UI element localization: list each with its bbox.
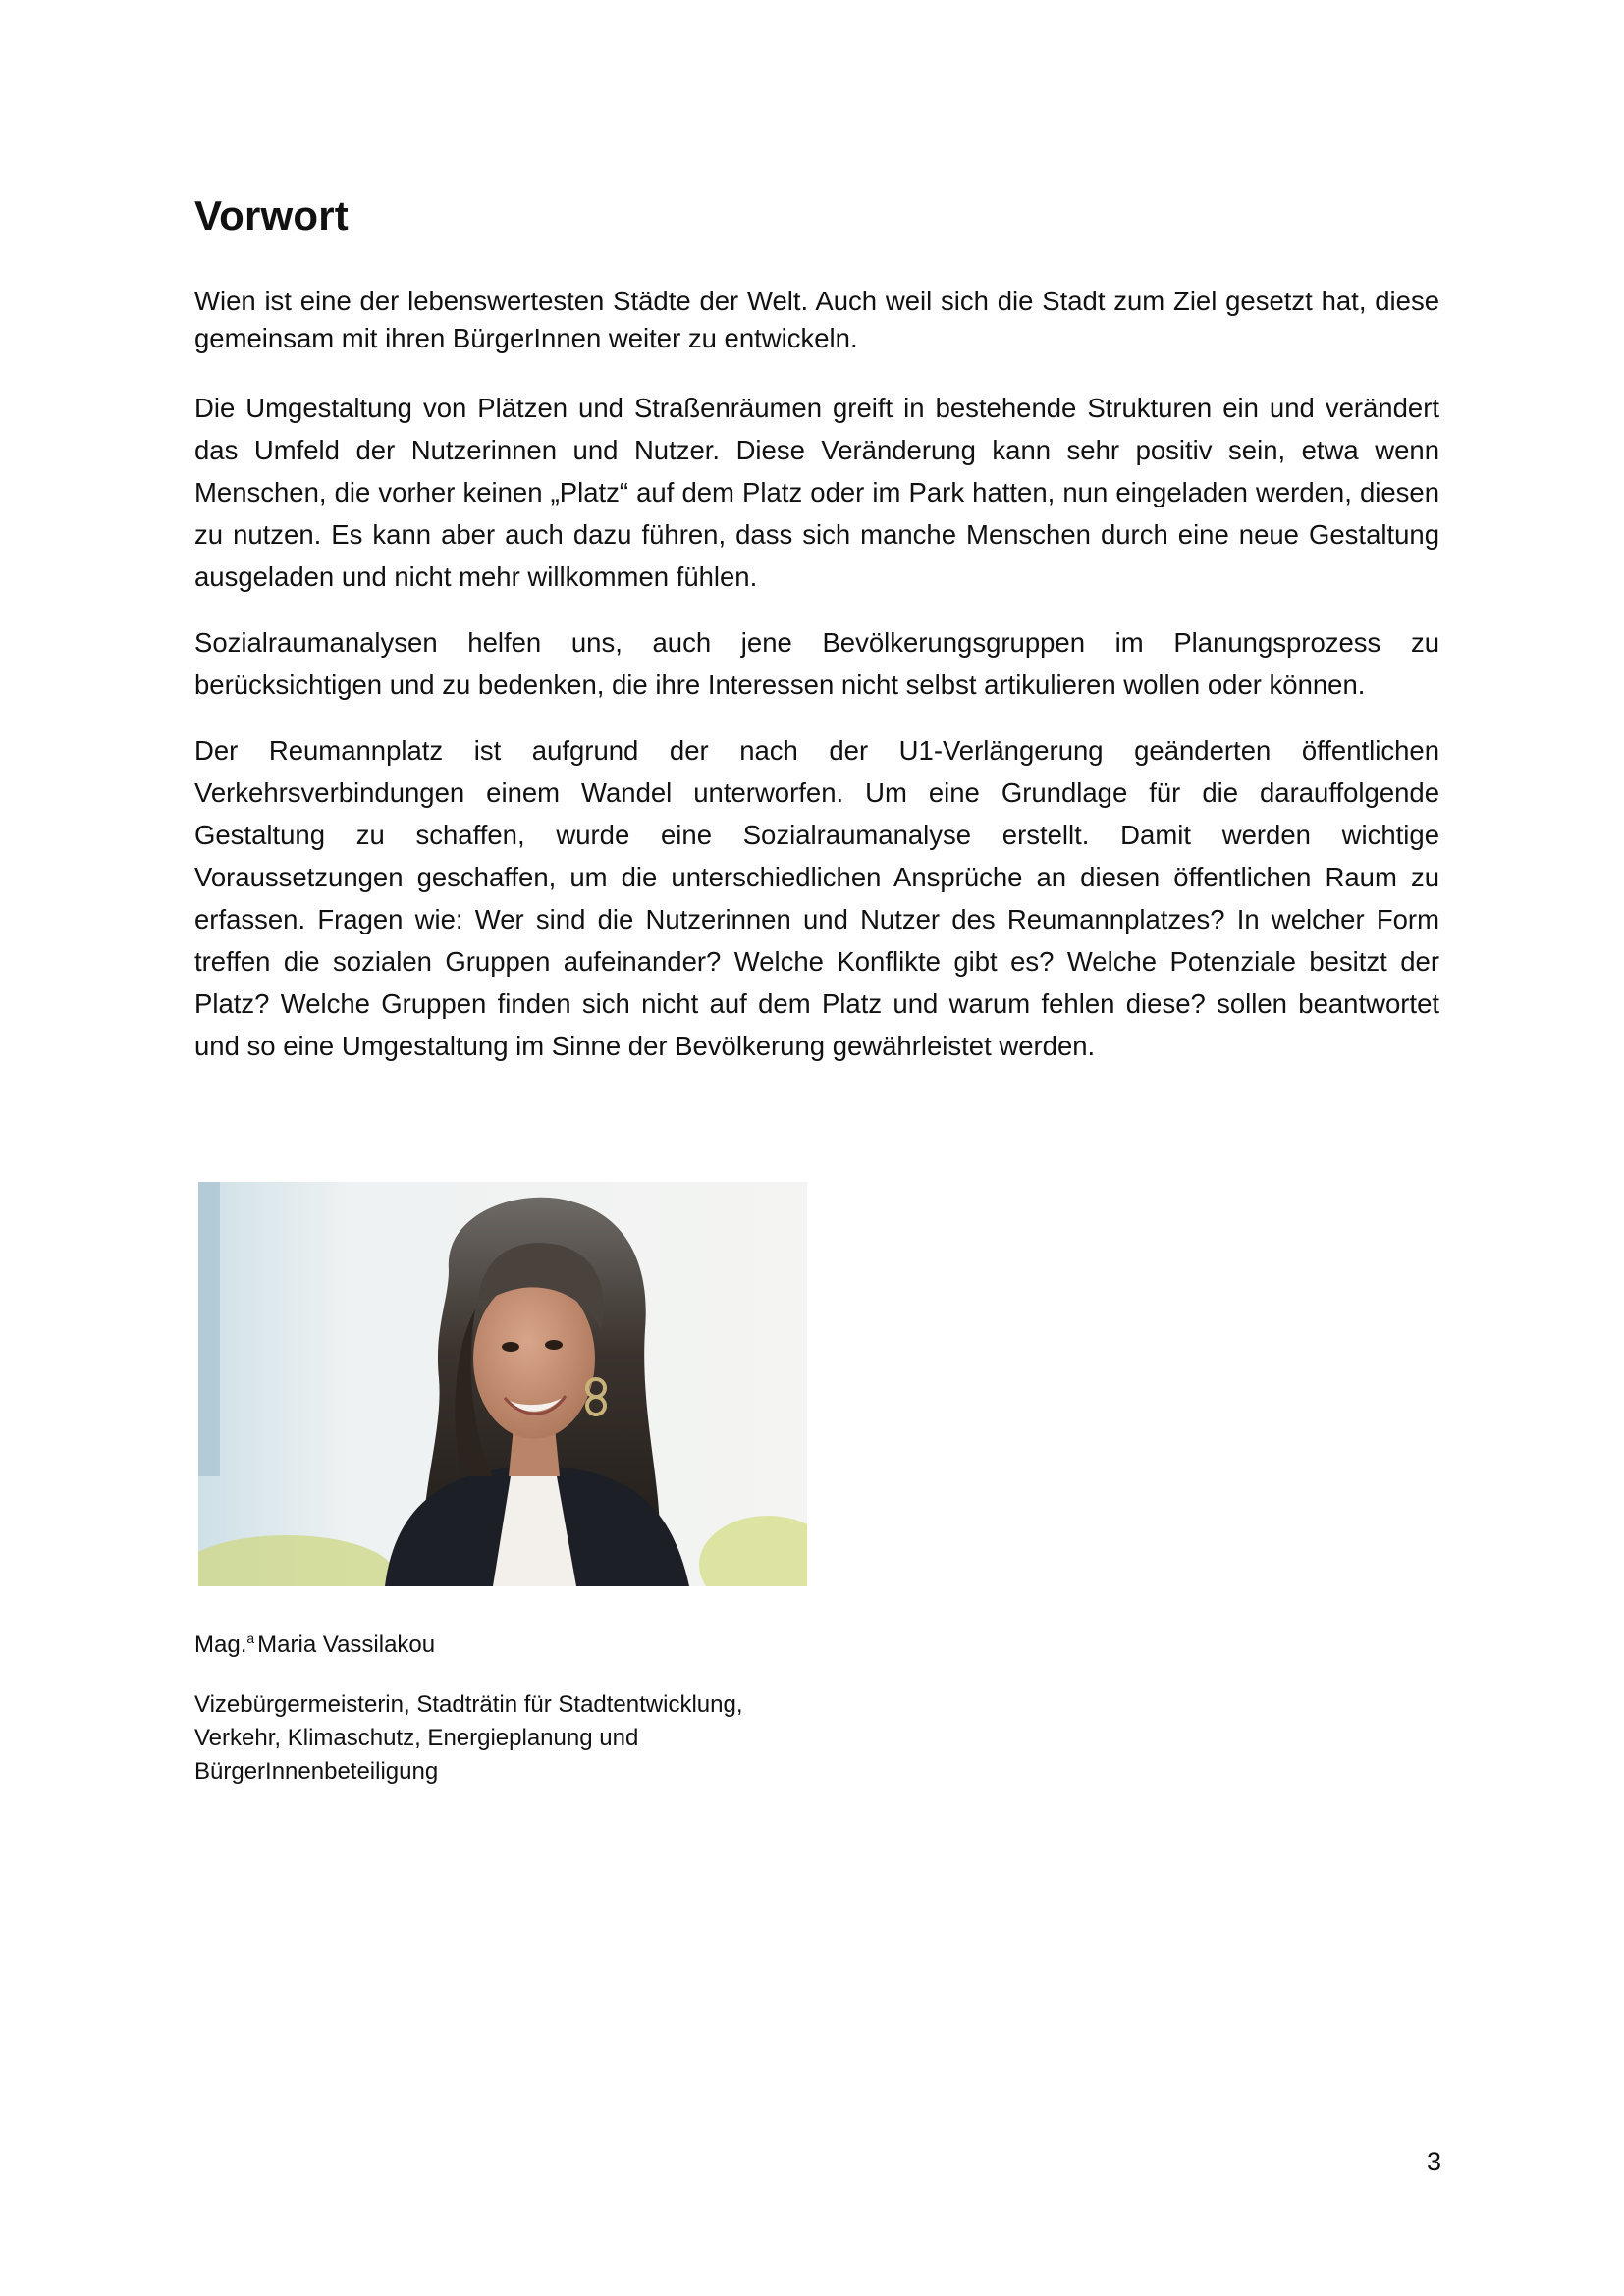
paragraph-1: Wien ist eine der lebenswertesten Städte der Welt. Auch weil sich die Stadt zum Ziel gesetzt hat, diese gemeinsam mit ihren BürgerInnen weiter zu entwickeln. [194, 286, 1439, 353]
paragraph-2: Die Umgestaltung von Plätzen und Straßenräumen greift in bestehende Strukturen ein und verändert das Umfeld der Nutzerinnen und Nutzer. Diese Veränderung kann sehr positiv sein, etwa wenn Menschen, die vorher keinen „Platz“ auf dem Platz oder im Park hatten, nun eingeladen werden, diesen zu nutzen. Es kann aber auch dazu führen, dass sich manche Menschen durch eine neue Gestaltung ausgeladen und nicht mehr willkommen fühlen. [194, 393, 1439, 592]
role-line-2: Verkehr, Klimaschutz, Energieplanung und [194, 1725, 639, 1751]
academic-title-suffix: a [246, 1630, 255, 1646]
portrait-illustration [198, 1182, 807, 1586]
portrait-photo [198, 1182, 807, 1586]
paragraph-4: Der Reumannplatz ist aufgrund der nach der U1-Verlängerung geänderten öffentlichen Verkehrsverbindungen einem Wandel unterworfen. Um eine Grundlage für die darauffolgende Gestaltung zu schaffen, wurde eine Sozialraumanalyse erstellt. Damit werden wichtige Voraussetzungen geschaffen, um die unterschiedlichen Ansprüche an diesen öffentlichen Raum zu erfassen. Fragen wie: Wer sind die Nutzerinnen und Nutzer des Reumannplatzes? In welcher Form treffen die sozialen Gruppen aufeinander? Welche Konflikte gibt es? Welche Potenziale besitzt der Platz? Welche Gruppen finden sich nicht auf dem Platz und warum fehlen diese? sollen beantwortet und so eine Umgestaltung im Sinne der Bevölkerung gewährleistet werden. [194, 735, 1439, 1061]
role-line-3: BürgerInnenbeteiligung [194, 1758, 439, 1785]
signatory-role [194, 1688, 823, 1789]
signatory-name-line [194, 1622, 435, 1662]
role-line-1: Vizebürgermeisterin, Stadträtin für Stadtentwicklung, [194, 1691, 743, 1718]
foreword-body [194, 283, 1439, 1091]
paragraph-3: Sozialraumanalysen helfen uns, auch jene Bevölkerungsgruppen im Planungsprozess zu berücksichtigen und zu bedenken, die ihre Interessen nicht selbst artikulieren wollen oder können. [194, 627, 1439, 700]
page-title: Vorwort [194, 192, 349, 239]
academic-title: Mag. [194, 1631, 247, 1658]
signatory-name: Maria Vassilakou [257, 1631, 436, 1658]
page-number: 3 [1426, 2147, 1441, 2176]
